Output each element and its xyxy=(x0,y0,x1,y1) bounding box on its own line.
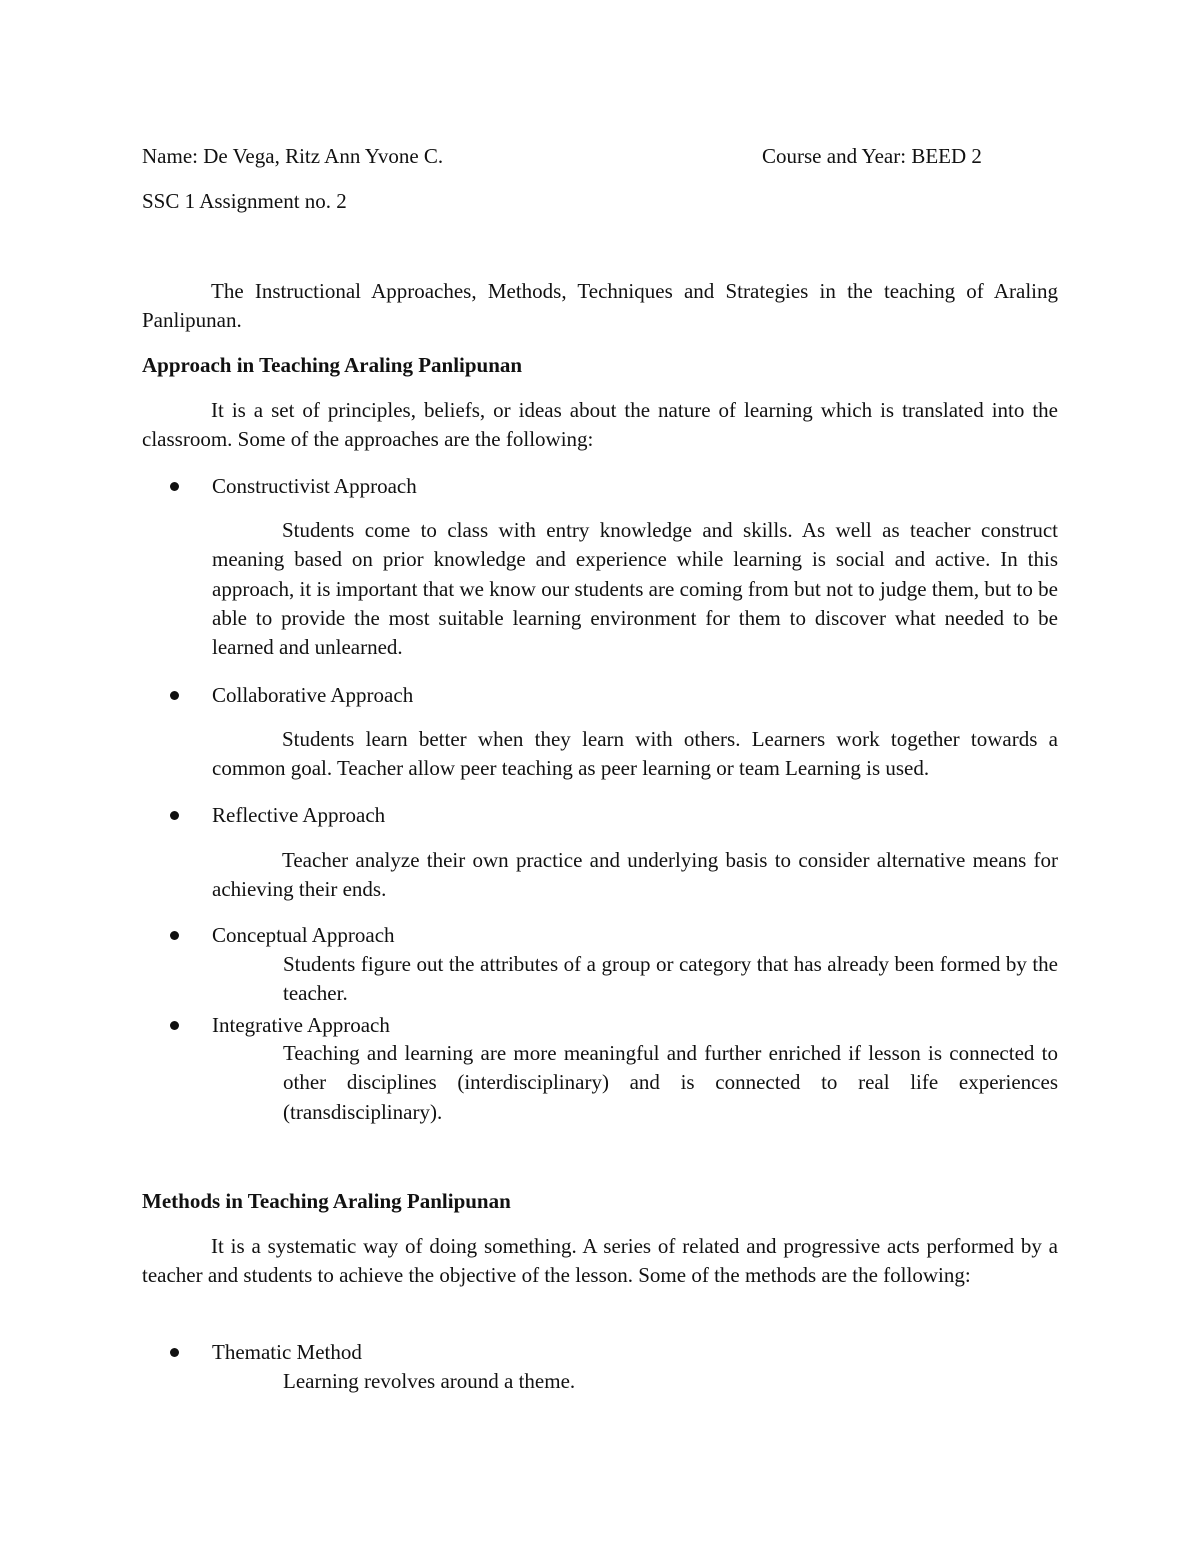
conceptual-description: Students figure out the attributes of a group or category that has already been formed by the teacher. xyxy=(283,952,1058,1006)
bullet-label: Conceptual Approach xyxy=(212,923,395,947)
methods-intro: It is a systematic way of doing something. A series of related and progressive acts performed by a teacher and students to achieve the objective of the lesson. Some of the methods are the following: xyxy=(142,1234,1058,1288)
constructivist-description: Students come to class with entry knowledge and skills. As well as teacher construct meaning based on prior knowledge and experience while learning is social and active. In this approach, it is important that we know our students are coming from but not to judge them, but to be able to provide the most suitable learning environment for them to discover what needed to be learned and unlearned. xyxy=(212,518,1058,660)
bullet-dot-icon xyxy=(170,811,179,820)
integrative-description: Teaching and learning are more meaningful and further enriched if lesson is connected to other disciplines (interdisciplinary) and is connected to real life experiences (transdisciplinary). xyxy=(283,1041,1058,1124)
bullet-label: Integrative Approach xyxy=(212,1013,390,1037)
bullet-label: Thematic Method xyxy=(212,1340,362,1364)
bullet-dot-icon xyxy=(170,1348,179,1357)
assignment-title: SSC 1 Assignment no. 2 xyxy=(142,189,347,213)
bullet-label: Constructivist Approach xyxy=(212,474,417,498)
bullet-label: Reflective Approach xyxy=(212,803,386,827)
methods-heading: Methods in Teaching Araling Panlipunan xyxy=(142,1189,511,1213)
course-and-year: Course and Year: BEED 2 xyxy=(762,144,982,168)
approach-heading: Approach in Teaching Araling Panlipunan xyxy=(142,353,523,377)
reflective-description: Teacher analyze their own practice and underlying basis to consider alternative means for achieving their ends. xyxy=(212,848,1058,902)
bullet-dot-icon xyxy=(170,1021,179,1030)
bullet-dot-icon xyxy=(170,482,179,491)
bullet-dot-icon xyxy=(170,691,179,700)
collaborative-description: Students learn better when they learn with others. Learners work together towards a common goal. Teacher allow peer teaching as peer learning or team Learning is used. xyxy=(212,727,1058,781)
bullet-dot-icon xyxy=(170,931,179,940)
student-name: Name: De Vega, Ritz Ann Yvone C. xyxy=(142,144,444,168)
approach-intro: It is a set of principles, beliefs, or ideas about the nature of learning which is translated into the classroom. Some of the approaches are the following: xyxy=(142,398,1058,452)
bullet-label: Collaborative Approach xyxy=(212,683,414,707)
intro-paragraph: The Instructional Approaches, Methods, Techniques and Strategies in the teaching of Araling Panlipunan. xyxy=(142,279,1058,333)
thematic-description: Learning revolves around a theme. xyxy=(283,1369,576,1393)
